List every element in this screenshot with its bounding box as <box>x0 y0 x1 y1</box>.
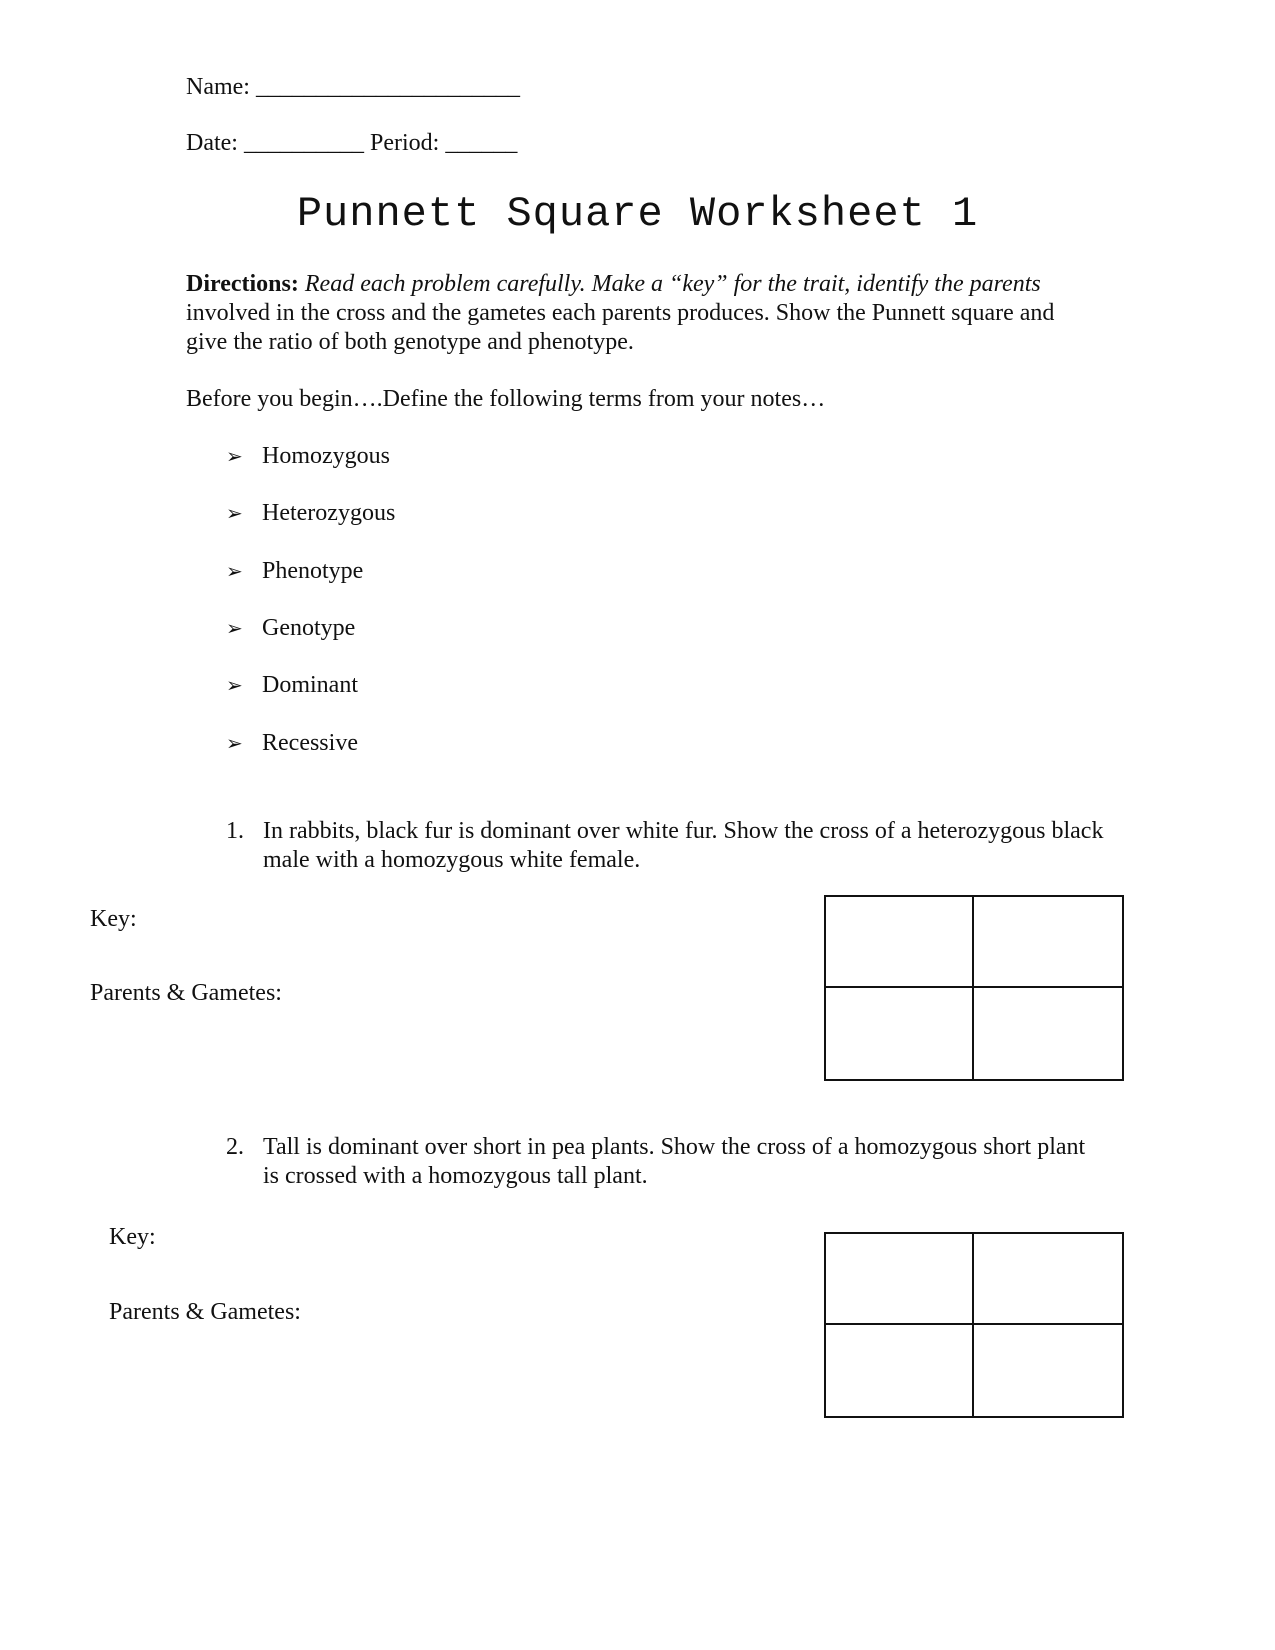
problem-1 <box>226 817 1106 875</box>
term-item <box>226 672 358 699</box>
punnett-cell[interactable] <box>974 897 1122 988</box>
term-label: Recessive <box>262 730 358 756</box>
problem-number: 2. <box>226 1134 244 1160</box>
punnett-square-2 <box>824 1232 1124 1418</box>
name-row <box>186 74 520 101</box>
punnett-cell[interactable] <box>826 1325 974 1416</box>
term-item <box>226 500 395 527</box>
period-label: Period: <box>369 130 440 156</box>
arrow-bullet-icon: ➢ <box>226 444 243 468</box>
intro-text: Before you begin….Define the following terms from your notes… <box>186 386 826 412</box>
term-item <box>226 730 358 757</box>
punnett-cell[interactable] <box>826 897 974 988</box>
term-label: Phenotype <box>262 558 364 584</box>
punnett-cell[interactable] <box>974 988 1122 1079</box>
punnett-cell[interactable] <box>826 1234 974 1325</box>
directions-italic-text: Read each problem carefully. Make a “key” for the trait, identify the parents <box>298 271 1041 297</box>
date-field-line[interactable]: __________ <box>243 130 364 156</box>
term-label: Homozygous <box>262 443 390 469</box>
term-item <box>226 443 390 470</box>
term-item <box>226 615 355 642</box>
key-label: Key: <box>109 1224 156 1250</box>
arrow-bullet-icon: ➢ <box>226 501 243 525</box>
directions-label: Directions: <box>186 271 299 297</box>
arrow-bullet-icon: ➢ <box>226 673 243 697</box>
arrow-bullet-icon: ➢ <box>226 616 243 640</box>
key-label: Key: <box>90 906 137 932</box>
name-label: Name: <box>186 74 250 100</box>
problem-text: In rabbits, black fur is dominant over white fur. Show the cross of a heterozygous black male with a homozygous white female. <box>263 818 1104 873</box>
term-label: Heterozygous <box>262 500 396 526</box>
parents-gametes-label: Parents & Gametes: <box>109 1299 301 1325</box>
directions-paragraph <box>186 270 1086 357</box>
directions-plain-text: involved in the cross and the gametes each parents produces. Show the Punnett square and give the ratio of both genotype and phenotype. <box>186 300 1055 355</box>
arrow-bullet-icon: ➢ <box>226 559 243 583</box>
punnett-cell[interactable] <box>974 1325 1122 1416</box>
punnett-cell[interactable] <box>826 988 974 1079</box>
term-label: Genotype <box>262 615 356 641</box>
term-item <box>226 558 363 585</box>
parents-gametes-label: Parents & Gametes: <box>90 980 282 1006</box>
arrow-bullet-icon: ➢ <box>226 731 243 755</box>
name-field-line[interactable]: ______________________ <box>255 74 520 100</box>
punnett-cell[interactable] <box>974 1234 1122 1325</box>
term-label: Dominant <box>262 672 358 698</box>
problem-2 <box>226 1133 1106 1191</box>
problem-text: Tall is dominant over short in pea plants. Show the cross of a homozygous short plant is crossed with a homozygous tall plant. <box>263 1134 1086 1189</box>
punnett-square-1 <box>824 895 1124 1081</box>
date-label: Date: <box>186 130 238 156</box>
problem-number: 1. <box>226 818 244 844</box>
date-period-row <box>186 130 517 157</box>
page-title: Punnett Square Worksheet 1 <box>296 190 979 238</box>
period-field-line[interactable]: ______ <box>445 130 518 156</box>
